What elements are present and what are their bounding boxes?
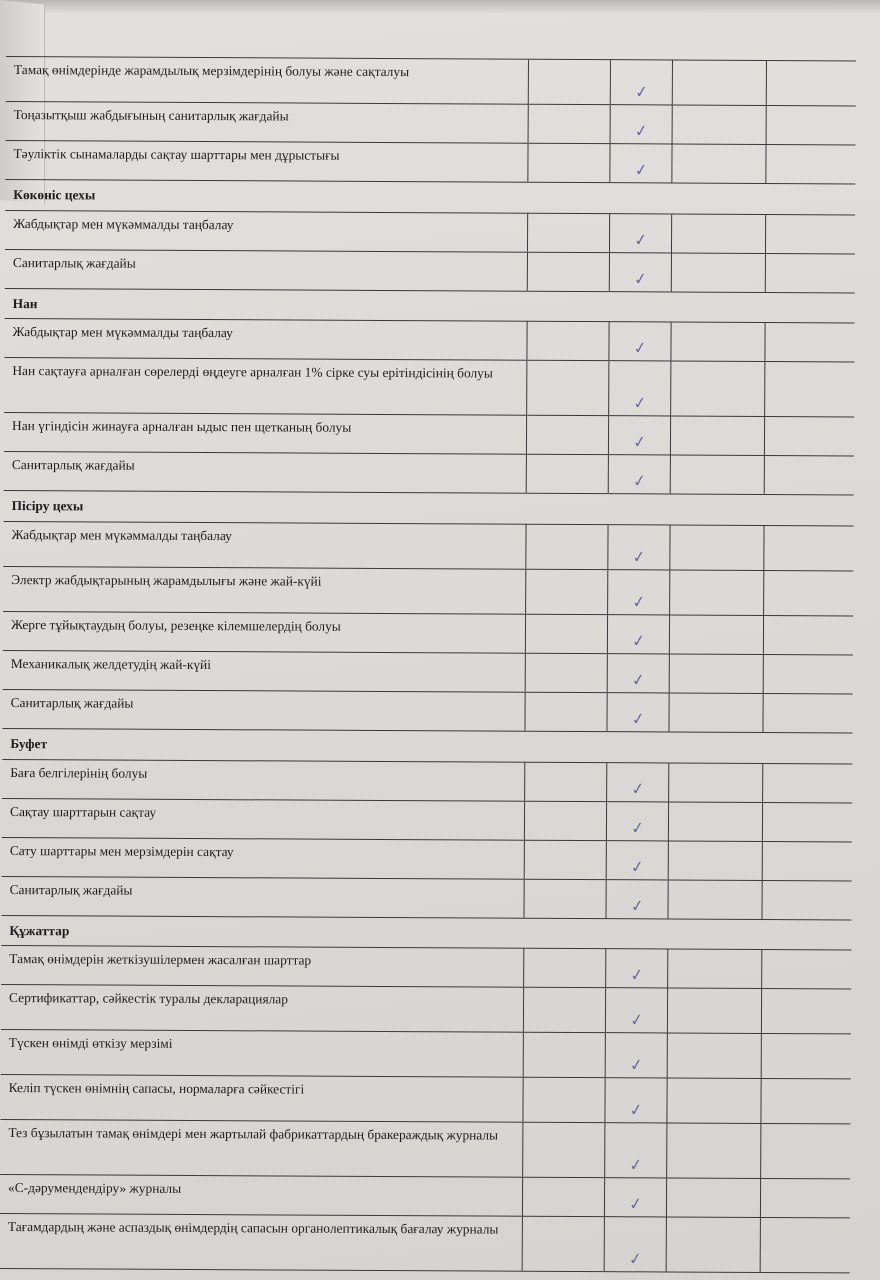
notes-cell — [763, 526, 853, 571]
criterion-text: Тез бұзылатын тамақ өнімдері мен жартылай фабрикаттардың бракераждық журналы — [0, 1120, 522, 1178]
section-header — [2, 729, 852, 764]
section-title: Құжаттар — [1, 915, 851, 950]
criterion-text: Санитарлық жағдайы — [5, 249, 527, 291]
checklist-row — [2, 759, 852, 802]
checklist-row — [2, 876, 852, 919]
yes-check-cell — [608, 455, 670, 494]
yes-check-cell — [608, 361, 670, 416]
no-cell — [668, 693, 762, 732]
notes-cell — [764, 456, 854, 495]
criterion-text: Санитарлық жағдайы — [2, 876, 524, 918]
no-cell — [670, 455, 764, 494]
no-cell — [668, 802, 762, 841]
notes-cell — [763, 655, 853, 694]
criterion-text: Тәуліктік сынамаларды сақтау шарттары мен дұрыстығы — [5, 140, 527, 182]
section-header — [4, 491, 854, 526]
no-cell — [667, 1033, 761, 1078]
checklist-row — [4, 358, 854, 417]
notes-cell — [762, 694, 852, 733]
yes-check-cell — [608, 416, 670, 455]
section-title: Буфет — [2, 729, 852, 764]
yes-check-cell — [604, 1217, 666, 1272]
no-cell — [667, 880, 761, 919]
blank-cell — [526, 361, 608, 416]
yes-check-cell — [604, 1123, 666, 1178]
no-cell — [669, 570, 763, 615]
checklist-row — [0, 1075, 850, 1124]
checklist-row — [5, 249, 855, 292]
notes-cell — [763, 571, 853, 616]
checklist-row — [0, 1175, 850, 1218]
notes-cell — [763, 616, 853, 655]
blank-cell — [525, 569, 607, 614]
section-title: Пісіру цехы — [4, 491, 854, 526]
notes-cell — [761, 880, 851, 919]
blank-cell — [522, 1217, 604, 1272]
no-cell — [671, 253, 765, 292]
blank-cell — [524, 801, 606, 840]
checkmark-icon: ✓ — [631, 470, 648, 492]
notes-cell — [765, 253, 855, 292]
checkmark-icon: ✓ — [629, 1009, 645, 1031]
no-cell — [667, 988, 761, 1033]
blank-cell — [523, 988, 605, 1033]
checkmark-icon: ✓ — [632, 268, 649, 289]
yes-check-cell — [609, 252, 671, 291]
checkmark-icon: ✓ — [628, 1193, 644, 1215]
yes-check-cell — [609, 213, 671, 252]
checklist-row — [3, 612, 853, 655]
yes-check-cell — [605, 1033, 667, 1078]
page-shadow — [0, 0, 880, 14]
criterion-text: Тамақ өнімдерін жеткізушілермен жасалған шарттар — [1, 946, 523, 988]
checkmark-icon: ✓ — [630, 778, 647, 799]
criterion-text: Санитарлық жағдайы — [4, 452, 526, 494]
notes-cell — [760, 1179, 850, 1218]
checklist-row — [5, 140, 855, 183]
criterion-text: Санитарлық жағдайы — [2, 690, 524, 732]
section-header — [5, 288, 855, 323]
no-cell — [666, 1178, 760, 1217]
checkmark-icon: ✓ — [627, 1248, 644, 1270]
checklist-table — [0, 56, 856, 1274]
yes-check-cell — [610, 105, 672, 144]
criterion-text: Баға белгілерінің болуы — [2, 759, 524, 801]
yes-check-cell — [605, 988, 667, 1033]
yes-check-cell — [610, 60, 672, 105]
yes-check-cell — [606, 801, 668, 840]
criterion-text: Тоңазытқыш жабдығының санитарлық жағдайы — [6, 101, 528, 143]
no-cell — [672, 105, 766, 144]
criterion-text: Жабдықтар мен мүкәммалды таңбалау — [5, 210, 527, 252]
criterion-text: Сату шарттары мен мерзімдерін сақтау — [2, 837, 524, 879]
criterion-text: Электр жабдықтарының жарамдылығы және жай-күйі — [3, 567, 525, 615]
blank-cell — [522, 1078, 604, 1123]
section-header — [5, 179, 855, 214]
notes-cell — [764, 417, 854, 456]
blank-cell — [522, 1178, 604, 1217]
yes-check-cell — [606, 840, 668, 879]
criterion-text: Жабдықтар мен мүкәммалды таңбалау — [3, 522, 525, 570]
checkmark-icon: ✓ — [633, 81, 650, 103]
checkmark-icon: ✓ — [631, 630, 647, 652]
yes-check-cell — [609, 144, 671, 183]
section-title: Нан — [5, 288, 855, 323]
no-cell — [666, 1217, 760, 1272]
blank-cell — [525, 524, 607, 569]
yes-check-cell — [606, 762, 668, 801]
checkmark-icon: ✓ — [632, 392, 649, 414]
blank-cell — [528, 104, 610, 143]
no-cell — [666, 1078, 760, 1123]
checklist-row — [3, 522, 853, 571]
criterion-text: Жерге тұйықтаудың болуы, резеңке кілемшелердің болуы — [3, 612, 525, 654]
notes-cell — [765, 214, 855, 253]
no-cell — [669, 654, 763, 693]
blank-cell — [524, 692, 606, 731]
criterion-text: Түскен өнімді өткізу мерзімі — [1, 1030, 523, 1078]
checklist-row — [0, 1120, 850, 1179]
checklist-row — [4, 413, 854, 456]
criterion-text: Тағамдардың және аспаздық өнімдердің сапасын органолептикалық бағалау журналы — [0, 1214, 522, 1272]
checkmark-icon: ✓ — [633, 120, 650, 142]
criterion-text: Сақтау шарттарын сақтау — [2, 798, 524, 840]
no-cell — [668, 763, 762, 802]
yes-check-cell — [606, 693, 668, 732]
no-cell — [671, 144, 765, 183]
yes-check-cell — [607, 615, 669, 654]
checkmark-icon: ✓ — [631, 546, 648, 568]
blank-cell — [527, 143, 609, 182]
yes-check-cell — [605, 949, 667, 988]
no-cell — [666, 1123, 760, 1178]
blank-cell — [528, 59, 610, 104]
notes-cell — [760, 1079, 850, 1124]
notes-cell — [762, 841, 852, 880]
checkmark-icon: ✓ — [631, 591, 648, 613]
checklist-row — [2, 798, 852, 841]
checkmark-icon: ✓ — [629, 895, 646, 916]
checklist-sheet — [0, 56, 856, 1274]
checklist-row — [3, 567, 853, 616]
no-cell — [669, 615, 763, 654]
blank-cell — [524, 840, 606, 879]
notes-cell — [762, 802, 852, 841]
criterion-text: Нан сақтауға арналған сөрелерді өңдеуге арналған 1% сірке суы ерітіндісінің болуы — [4, 358, 526, 416]
criterion-text: Келіп түскен өнімнің сапасы, нормаларға сәйкестігі — [0, 1075, 522, 1123]
checklist-row — [5, 210, 855, 253]
section-header — [1, 915, 851, 950]
criterion-text: Нан үгіндісін жинауға арналған ыдыс пен щетканың болуы — [4, 413, 526, 455]
checklist-body — [0, 56, 856, 1273]
blank-cell — [526, 322, 608, 361]
checkmark-icon: ✓ — [632, 431, 648, 453]
checkmark-icon: ✓ — [630, 817, 646, 838]
blank-cell — [526, 455, 608, 494]
checklist-row — [1, 985, 851, 1034]
blank-cell — [526, 416, 608, 455]
notes-cell — [761, 1034, 851, 1079]
criterion-text: «С-дәрумендендіру» журналы — [0, 1175, 522, 1217]
yes-check-cell — [607, 525, 669, 570]
blank-cell — [523, 879, 605, 918]
checkmark-icon: ✓ — [633, 229, 649, 250]
notes-cell — [760, 1218, 850, 1273]
notes-cell — [760, 1124, 850, 1179]
notes-cell — [761, 950, 851, 989]
criterion-text: Жабдықтар мен мүкәммалды таңбалау — [4, 319, 526, 361]
blank-cell — [523, 1033, 605, 1078]
checkmark-icon: ✓ — [628, 1154, 645, 1176]
section-title: Көкөніс цехы — [5, 179, 855, 214]
yes-check-cell — [608, 322, 670, 361]
yes-check-cell — [604, 1078, 666, 1123]
notes-cell — [766, 60, 856, 105]
checklist-row — [0, 1214, 850, 1273]
yes-check-cell — [605, 879, 667, 918]
checkmark-icon: ✓ — [628, 1054, 645, 1076]
checklist-row — [2, 690, 852, 733]
checkmark-icon: ✓ — [633, 159, 650, 181]
checkmark-icon: ✓ — [632, 337, 649, 359]
notes-cell — [766, 105, 856, 144]
blank-cell — [523, 949, 605, 988]
blank-cell — [522, 1123, 604, 1178]
no-cell — [672, 60, 766, 105]
no-cell — [671, 214, 765, 253]
criterion-text: Сертификаттар, сәйкестік туралы декларациялар — [1, 985, 523, 1033]
checklist-row — [6, 56, 856, 105]
yes-check-cell — [607, 654, 669, 693]
blank-cell — [525, 653, 607, 692]
notes-cell — [764, 323, 854, 362]
yes-check-cell — [604, 1178, 666, 1217]
criterion-text: Механикалық желдетудің жай-күйі — [3, 651, 525, 693]
checkmark-icon: ✓ — [630, 669, 647, 691]
no-cell — [670, 322, 764, 361]
no-cell — [668, 841, 762, 880]
checklist-row — [4, 319, 854, 362]
checklist-row — [3, 651, 853, 694]
checklist-row — [2, 837, 852, 880]
checklist-row — [1, 1030, 851, 1079]
checkmark-icon: ✓ — [629, 856, 646, 877]
notes-cell — [765, 144, 855, 183]
checklist-row — [6, 101, 856, 144]
blank-cell — [525, 614, 607, 653]
notes-cell — [762, 763, 852, 802]
checkmark-icon: ✓ — [629, 964, 646, 986]
notes-cell — [764, 362, 854, 417]
blank-cell — [524, 762, 606, 801]
checkmark-icon: ✓ — [630, 708, 647, 730]
no-cell — [669, 525, 763, 570]
checklist-row — [4, 452, 854, 495]
blank-cell — [527, 213, 609, 252]
no-cell — [670, 416, 764, 455]
yes-check-cell — [607, 570, 669, 615]
checklist-row — [1, 946, 851, 989]
no-cell — [667, 949, 761, 988]
no-cell — [670, 361, 764, 416]
checkmark-icon: ✓ — [628, 1099, 645, 1121]
notes-cell — [761, 989, 851, 1034]
blank-cell — [527, 252, 609, 291]
criterion-text: Тамақ өнімдерінде жарамдылық мерзімдерінің болуы және сақталуы — [6, 56, 528, 104]
